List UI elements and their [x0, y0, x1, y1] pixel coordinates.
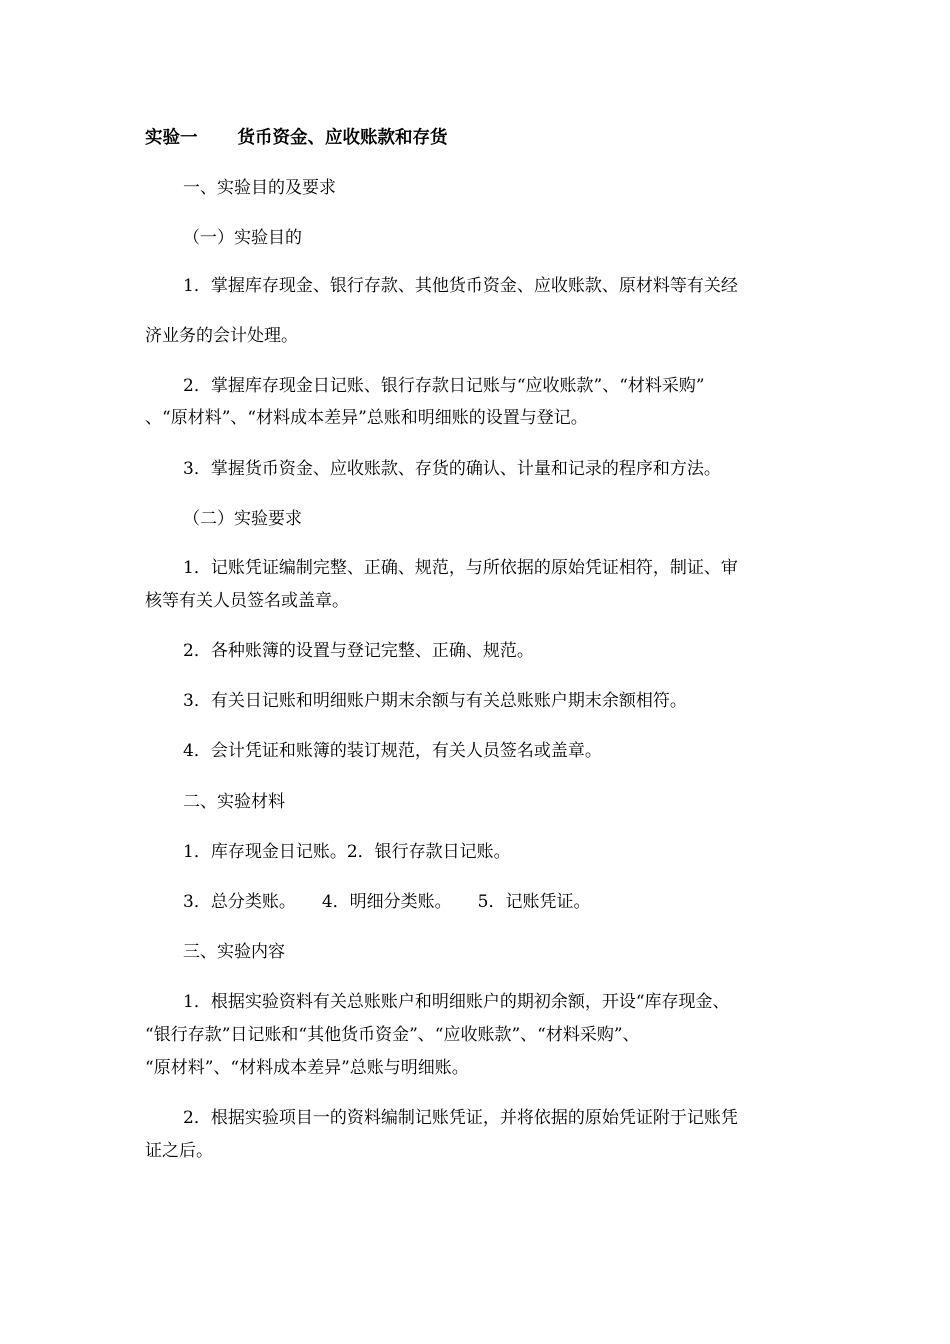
title-text: 货币资金、应收账款和存货: [237, 128, 448, 148]
requirement-4: 4．会计凭证和账簿的装订规范，有关人员签名或盖章。: [183, 741, 602, 761]
content-2-line-2: 证之后。: [145, 1141, 213, 1161]
material-4: 4．明细分类账。: [321, 892, 452, 912]
content-1-line-2: “银行存款”日记账和“其他货币资金”、“应收账款”、“材料采购”、: [145, 1025, 640, 1045]
material-5: 5．记账凭证。: [477, 892, 591, 912]
content-1-line-3: “原材料”、“材料成本差异”总账与明细账。: [145, 1058, 469, 1078]
objective-1-line-2: 济业务的会计处理。: [145, 326, 298, 346]
requirement-1-line-2: 核等有关人员签名或盖章。: [145, 591, 349, 611]
objective-2-line-1: 2．掌握库存现金日记账、银行存款日记账与“应收账款”、“材料采购”: [183, 376, 705, 396]
requirement-2: 2．各种账簿的设置与登记完整、正确、规范。: [183, 641, 534, 661]
subsection-2-heading: （二）实验要求: [183, 509, 302, 529]
objective-1-line-1: 1．掌握库存现金、银行存款、其他货币资金、应收账款、原材料等有关经: [183, 276, 738, 296]
objective-3: 3．掌握货币资金、应收账款、存货的确认、计量和记录的程序和方法。: [183, 459, 721, 479]
section-1-heading: 一、实验目的及要求: [183, 178, 336, 198]
content-2-line-1: 2．根据实验项目一的资料编制记账凭证，并将依据的原始凭证附于记账凭: [183, 1108, 738, 1128]
content-1-line-1: 1．根据实验资料有关总账账户和明细账户的期初余额，开设“库存现金、: [183, 992, 730, 1012]
title-prefix: 实验一: [145, 128, 198, 148]
section-3-heading: 三、实验内容: [183, 942, 285, 962]
materials-line-1: 1．库存现金日记账。2．银行存款日记账。: [183, 842, 511, 862]
requirement-3: 3．有关日记账和明细账户期末余额与有关总账账户期末余额相符。: [183, 691, 687, 711]
requirement-1-line-1: 1．记账凭证编制完整、正确、规范，与所依据的原始凭证相符，制证、审: [183, 558, 738, 578]
section-2-heading: 二、实验材料: [183, 792, 285, 812]
subsection-1-heading: （一）实验目的: [183, 228, 302, 248]
material-3: 3．总分类账。: [183, 892, 296, 912]
materials-line-2: [183, 890, 853, 914]
objective-2-line-2: 、“原材料”、“材料成本差异”总账和明细账的设置与登记。: [145, 408, 588, 428]
document-title: [145, 126, 815, 150]
